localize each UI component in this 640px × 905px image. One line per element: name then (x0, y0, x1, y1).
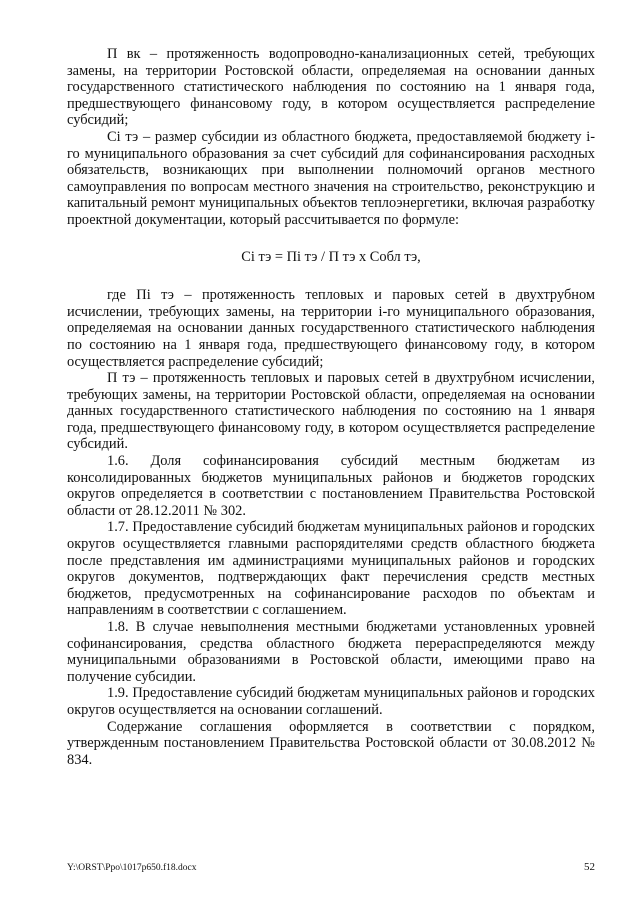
page-number: 52 (584, 861, 595, 873)
paragraph-1-8: 1.8. В случае невыполнения местными бюджетами установленных уровней софинансирования, средства областного бюджета перераспределяются между муниципальными образованиями в Ростовской области, имеющими право на получение субсидии. (67, 619, 595, 685)
paragraph-1-7: 1.7. Предоставление субсидий бюджетам муниципальных районов и городских округов осуществляется главными распорядителями средств областного бюджета после представления им администрациями муниципальных районов и городских округов документов, подтверждающих факт перечисления средств местных бюджетов, предусмотренных на софинансирование расходов по объектам и направлениям в соответствии с соглашением. (67, 519, 595, 619)
paragraph-1-6: 1.6. Доля софинансирования субсидий местным бюджетам из консолидированных бюджетов муниципальных районов и бюджетов городских округов определяется в соответствии с постановлением Правительства Ростовской области от 28.12.2011 № 302. (67, 453, 595, 519)
paragraph-p-vk-definition: П вк – протяженность водопроводно-канализационных сетей, требующих замены, на территории Ростовской области, определяемая на основании данных государственного статистического наблюдения по состоянию на 1 января года, предшествующего финансовому году, в котором осуществляется распределение субсидий; (67, 46, 595, 129)
paragraph-p-te-definition: П тэ – протяженность тепловых и паровых сетей в двухтрубном исчислении, требующих замены, на территории Ростовской области, определяемая на основании данных государственного статистического наблюдения по состоянию на 1 января года, предшествующего финансовому году, в котором осуществляется распределение субсидий. (67, 370, 595, 453)
formula: Сi тэ = Пi тэ / П тэ х Собл тэ, (241, 248, 421, 265)
paragraph-agreement-content: Содержание соглашения оформляется в соответствии с порядком, утвержденным постановлением Правительства Ростовской области от 30.08.2012 № 834. (67, 718, 595, 768)
document-body (67, 46, 595, 768)
paragraph-pi-te-definition: где Пi тэ – протяженность тепловых и паровых сетей в двухтрубном исчислении, требующих замены, на территории i-го муниципального образования, определяемая на основании данных государственного статистического наблюдения по состоянию на 1 января года, предшествующего финансовому году, в котором осуществляется распределение субсидий; (67, 287, 595, 370)
paragraph-ci-te-definition: Сi тэ – размер субсидии из областного бюджета, предоставляемой бюджету i-го муниципального образования за счет субсидий для софинансирования расходных обязательств, возникающих при выполнении полномочий органов местного самоуправления по вопросам местного значения на строительство, реконструкцию и капитальный ремонт муниципальных объектов теплоэнергетики, включая разработку проектной документации, который рассчитывается по формуле: (67, 128, 595, 228)
paragraph-1-9: 1.9. Предоставление субсидий бюджетам муниципальных районов и городских округов осуществляется на основании соглашений. (67, 685, 595, 718)
footer-file-path: Y:\ORST\Ppo\1017p650.f18.docx (67, 863, 197, 873)
